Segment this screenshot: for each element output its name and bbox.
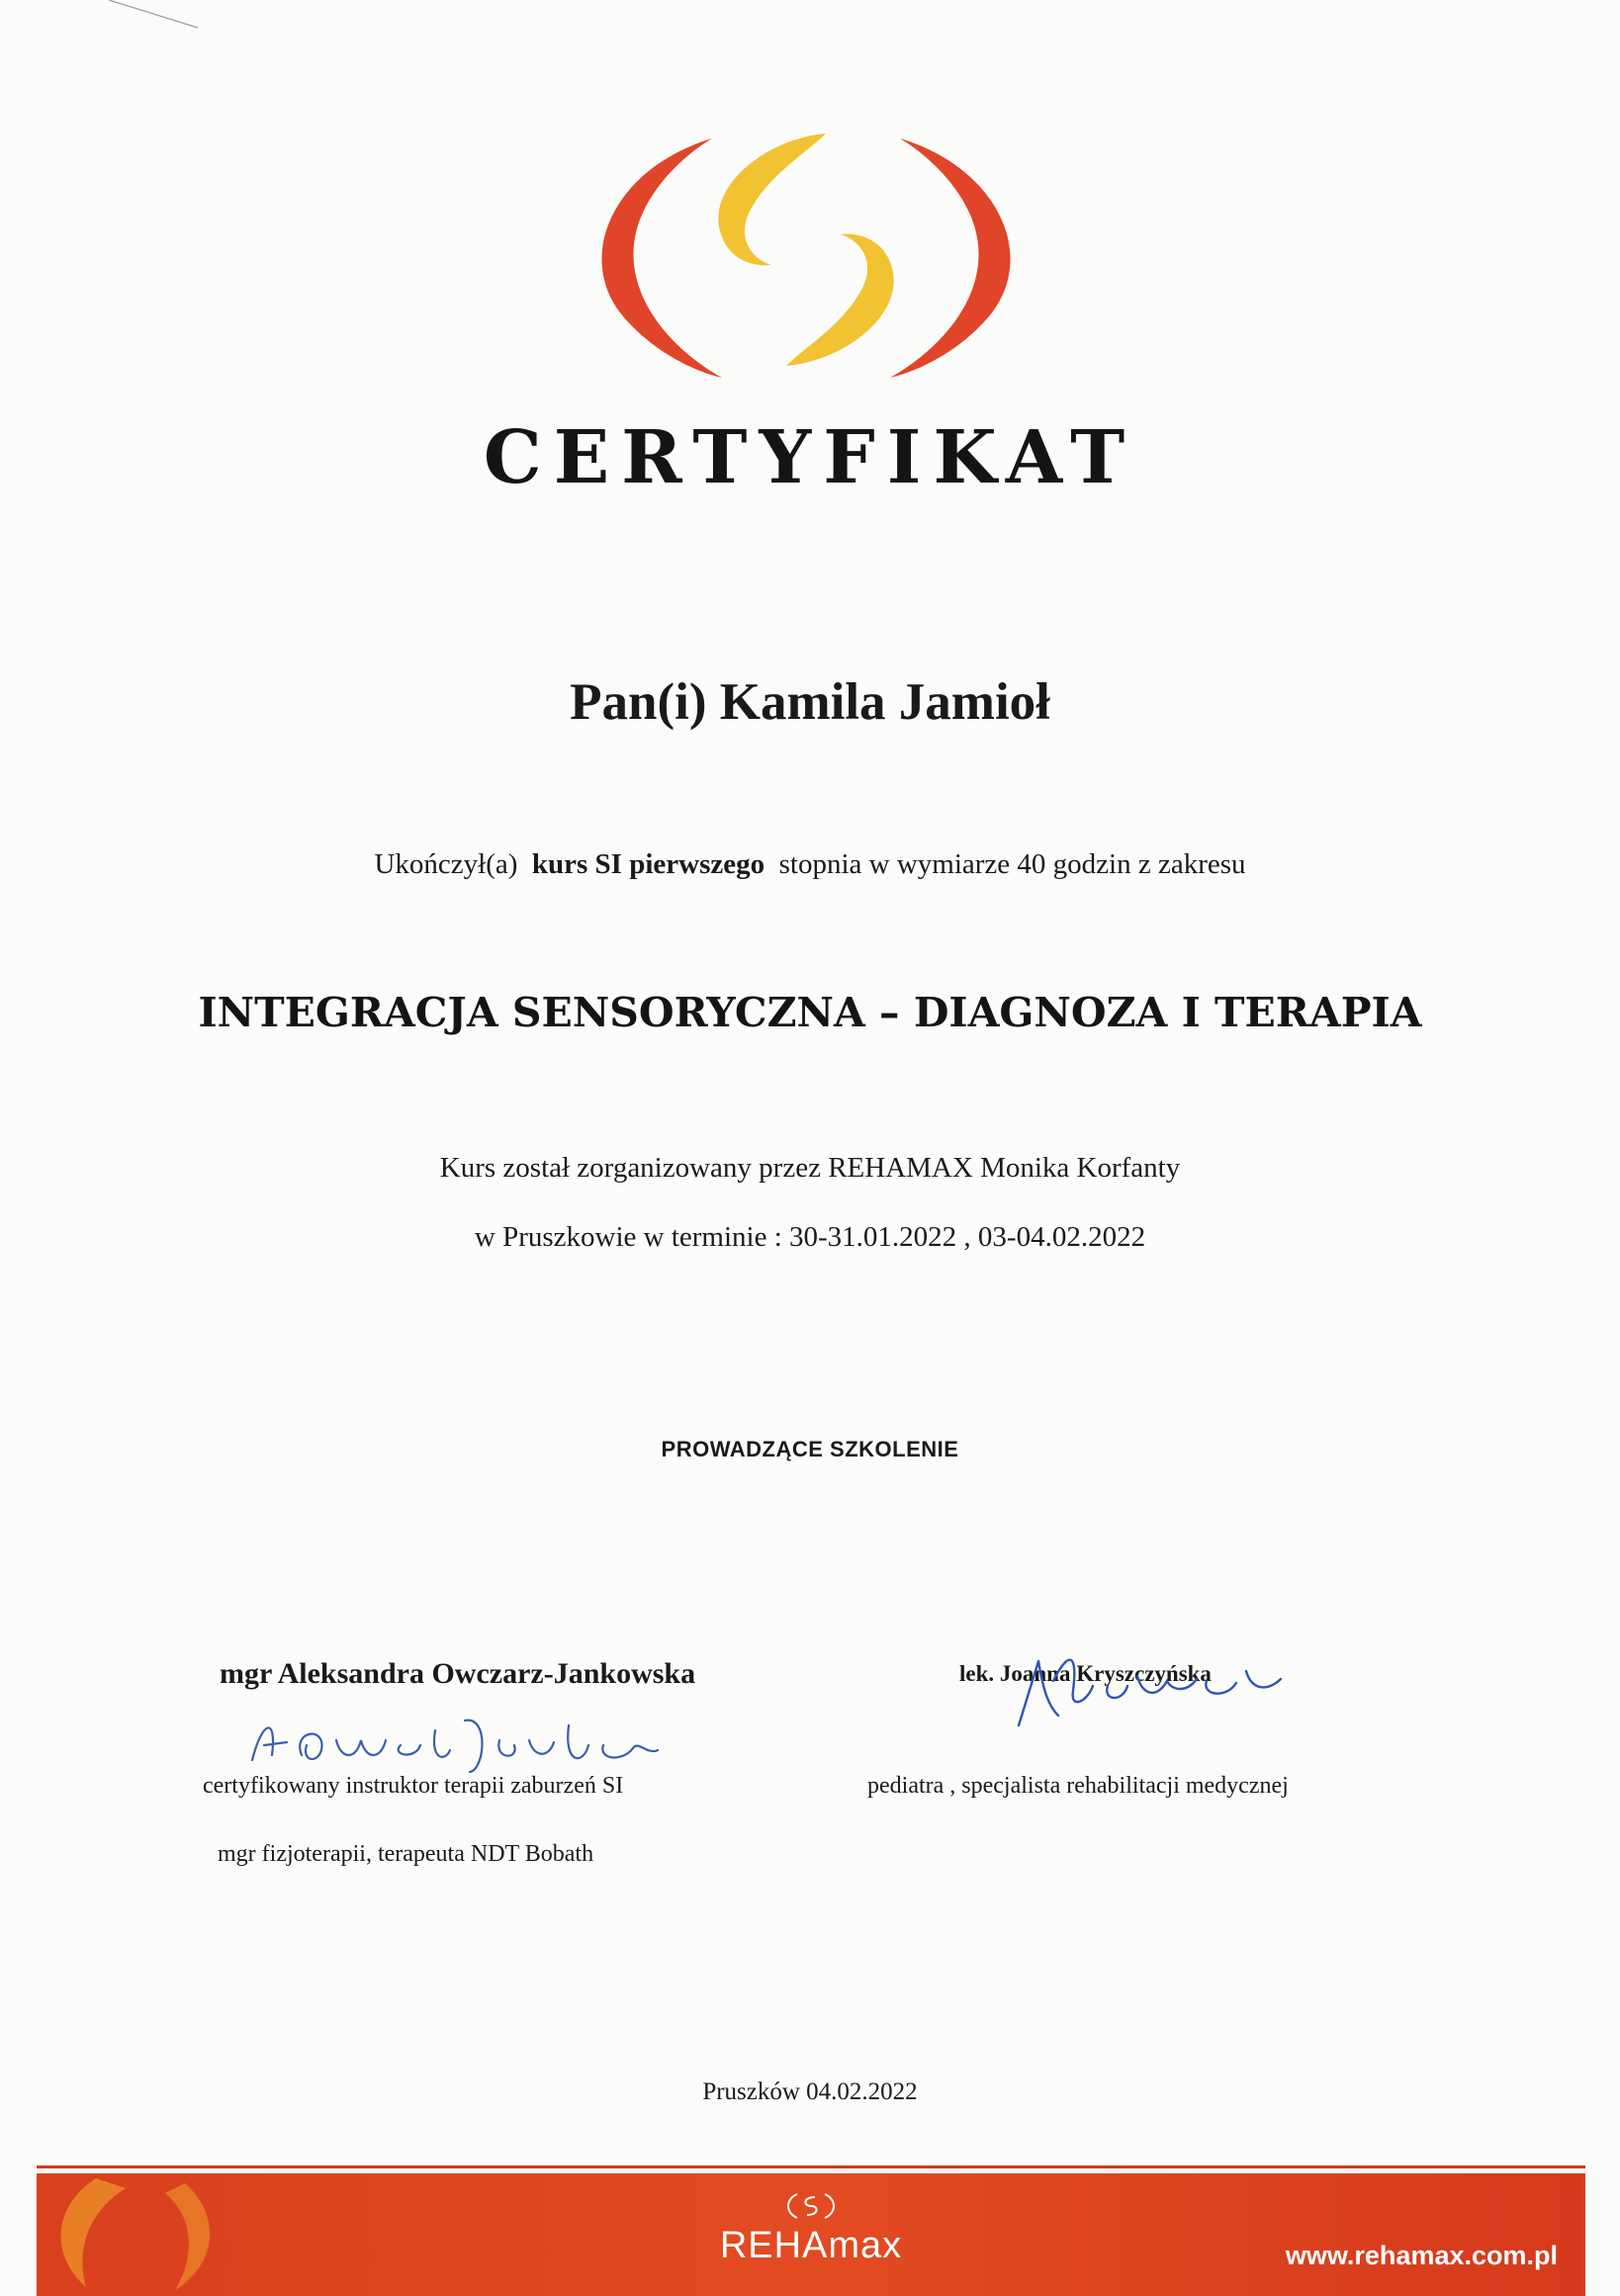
completion-suffix: stopnia w wymiarze 40 godzin z zakresu xyxy=(778,848,1246,880)
certificate-title: CERTYFIKAT xyxy=(483,415,1137,500)
signatory-1-name: mgr Aleksandra Owczarz-Jankowska xyxy=(220,1657,696,1690)
place-dates-line: w Pruszkowie w terminie : 30-31.01.2022 , 03-04.02.2022 xyxy=(474,1221,1146,1253)
completion-statement xyxy=(0,848,1620,881)
footer-brand: REHAmax xyxy=(719,2225,903,2266)
rehamax-logo-icon xyxy=(574,119,1038,381)
organizer-line: Kurs został zorganizowany przez REHAMAX Monika Korfanty xyxy=(439,1152,1181,1184)
signatory-1-role-1: certyfikowany instruktor terapii zaburzeń SI xyxy=(203,1773,624,1799)
footer-website-link[interactable]: www.rehamax.com.pl xyxy=(1285,2241,1558,2270)
signature-2-handwritten xyxy=(999,1632,1296,1740)
recipient-name: Pan(i) Kamila Jamioł xyxy=(570,673,1050,731)
signatory-2-role: pediatra , specjalista rehabilitacji medycznej xyxy=(867,1773,1289,1799)
course-level: kurs SI pierwszego xyxy=(531,848,765,880)
leaders-heading: PROWADZĄCE SZKOLENIE xyxy=(661,1437,959,1461)
signatory-2-name: lek. Joanna Kryszczyńska xyxy=(959,1661,1212,1686)
course-name: INTEGRACJA SENSORYCZNA – DIAGNOZA I TERAPIA xyxy=(198,989,1422,1036)
footer-mini-logo-icon xyxy=(783,2191,839,2221)
signature-1-handwritten xyxy=(232,1701,668,1780)
issue-date: Pruszków 04.02.2022 xyxy=(702,2078,918,2105)
signatory-1-role-2: mgr fizjoterapii, terapeuta NDT Bobath xyxy=(218,1841,594,1867)
footer-rule xyxy=(37,2165,1585,2168)
footer-banner xyxy=(37,2173,1585,2296)
corner-mark xyxy=(109,0,198,30)
completion-prefix: Ukończył(a) xyxy=(374,848,518,880)
